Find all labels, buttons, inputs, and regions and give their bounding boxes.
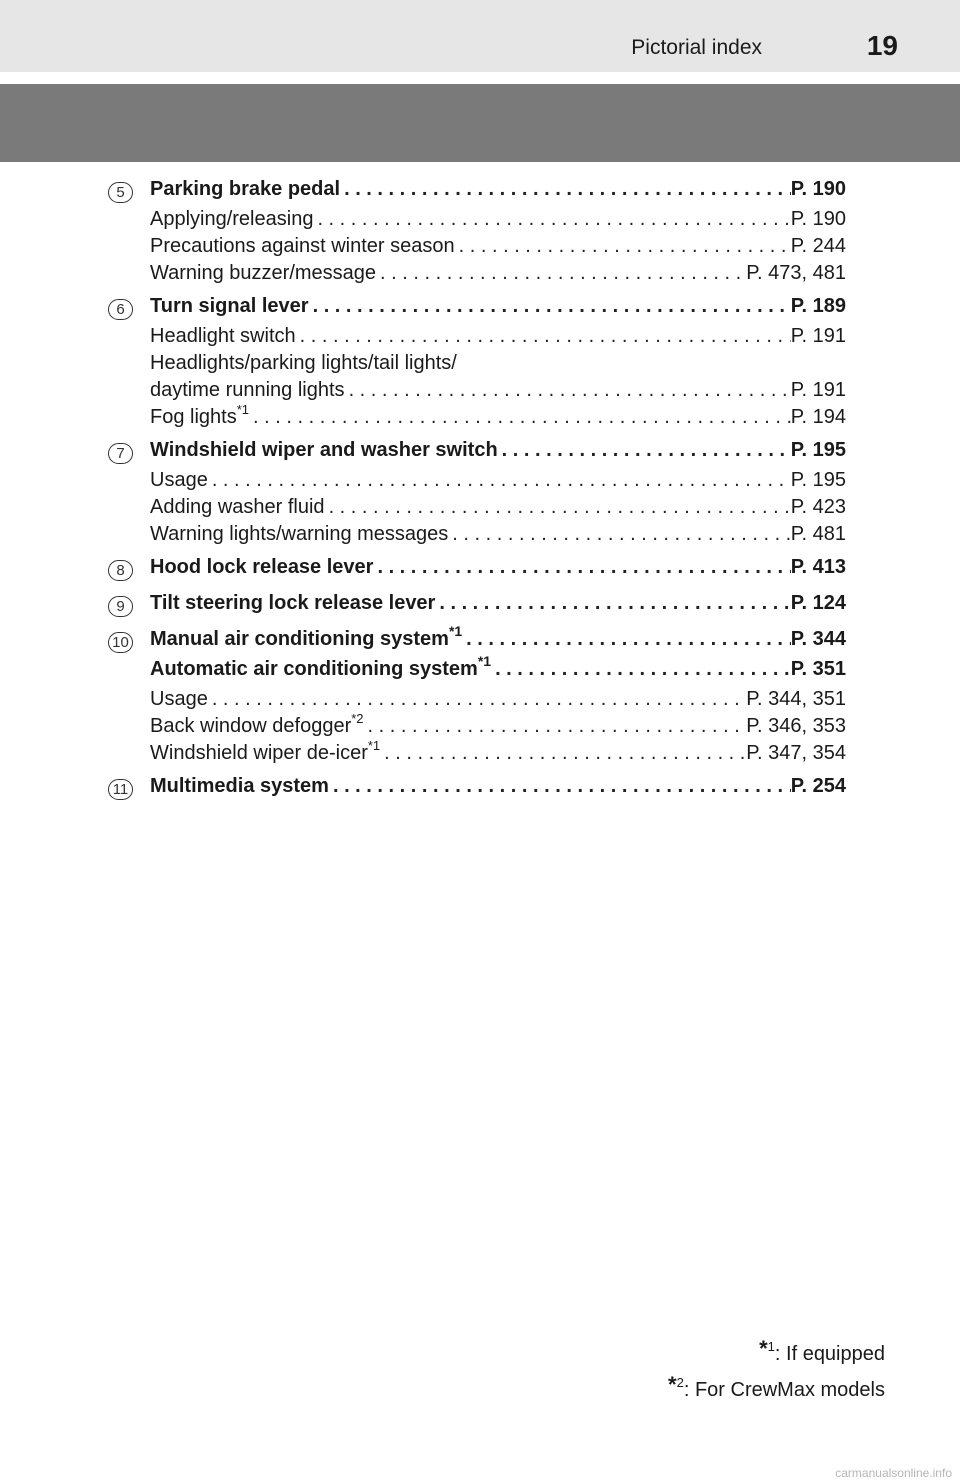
entry-label [150, 738, 381, 765]
item-number-badge: 7 [108, 443, 133, 464]
dot-leader [491, 658, 791, 681]
index-item [110, 592, 846, 622]
page-header-bar [0, 0, 960, 72]
entry-label-text: Multimedia system [150, 775, 329, 797]
page-reference: P. 189 [790, 295, 846, 317]
entry-label-text: Fog lights [150, 406, 237, 428]
page-reference: P. 344, 351 [746, 688, 846, 710]
entry-label-text: Headlights/parking lights/tail lights/ [150, 352, 457, 374]
header-gap [0, 72, 960, 84]
index-entry-heading [150, 439, 846, 469]
entry-label [150, 775, 329, 798]
dot-leader [313, 208, 790, 231]
index-entry [150, 523, 846, 550]
dot-leader [462, 628, 791, 651]
entry-label-text: Back window defogger [150, 715, 352, 737]
entry-label-text: Warning lights/warning messages [150, 523, 449, 545]
index-entry [150, 711, 846, 742]
section-banner [0, 84, 960, 162]
entry-label-text: Manual air conditioning system [150, 628, 449, 650]
footnote-text: : For CrewMax models [683, 1379, 885, 1401]
entry-label-text: Turn signal lever [150, 295, 309, 317]
dot-leader [455, 235, 791, 258]
footnote-number: 2 [676, 1375, 684, 1390]
item-number-badge: 8 [108, 560, 133, 581]
item-number-badge: 10 [108, 632, 133, 653]
dot-leader [373, 556, 790, 579]
index-entry [150, 496, 846, 523]
index-entry [150, 235, 846, 262]
page-number: 19 [866, 30, 898, 61]
index-entry [150, 379, 846, 406]
page-reference: P. 124 [790, 592, 846, 614]
footnote [668, 1336, 885, 1372]
index-entry [150, 469, 846, 496]
dot-leader [296, 325, 791, 348]
entry-label [150, 208, 313, 231]
entry-label-text: Precautions against winter season [150, 235, 455, 257]
entry-label-text: Tilt steering lock release lever [150, 592, 436, 614]
dot-leader [345, 379, 791, 402]
entry-label [150, 295, 309, 318]
page-reference: P. 254 [790, 775, 846, 797]
dot-leader [380, 742, 746, 765]
index-entry-heading [150, 653, 846, 688]
dot-leader [249, 406, 791, 429]
page-reference: P. 413 [790, 556, 846, 578]
section-title: Pictorial index [631, 36, 762, 59]
entry-label [150, 352, 457, 375]
page-reference: P. 191 [790, 325, 846, 347]
entry-label [150, 469, 208, 492]
entry-label [150, 439, 498, 462]
item-number-badge: 9 [108, 596, 133, 617]
entry-label [150, 402, 250, 429]
entry-label [150, 235, 455, 258]
entry-label-text: Hood lock release lever [150, 556, 374, 578]
dot-leader [435, 592, 790, 615]
item-number-badge: 6 [108, 299, 133, 320]
page-reference: P. 347, 354 [746, 742, 846, 764]
item-number-badge: 5 [108, 182, 133, 203]
index-entry-heading [150, 295, 846, 325]
entry-label-text: Automatic air conditioning system [150, 658, 478, 680]
dot-leader [208, 469, 791, 492]
index-entry [150, 402, 846, 433]
entry-label [150, 688, 208, 711]
watermark: carmanualsonline.info [835, 1466, 952, 1480]
page-reference: P. 194 [790, 406, 846, 428]
footnotes [668, 1336, 885, 1408]
index-entry-heading [150, 623, 846, 658]
entry-label-text: Adding washer fluid [150, 496, 325, 518]
entry-label [150, 711, 364, 738]
footnote-text: : If equipped [774, 1343, 885, 1365]
page-reference: P. 344 [790, 628, 846, 650]
page-reference: P. 481 [790, 523, 846, 545]
index-entry [150, 262, 846, 289]
entry-label-text: Windshield wiper and washer switch [150, 439, 498, 461]
page-reference: P. 244 [790, 235, 846, 257]
entry-label-text: Warning buzzer/message [150, 262, 377, 284]
footnote [668, 1372, 885, 1408]
index-item [110, 178, 846, 289]
footnote-marker: *1 [448, 623, 463, 639]
page-reference: P. 473, 481 [746, 262, 846, 284]
page-reference: P. 423 [790, 496, 846, 518]
dot-leader [208, 688, 746, 711]
entry-label [150, 653, 492, 681]
entry-label-text: daytime running lights [150, 379, 345, 401]
entry-label [150, 623, 463, 651]
index-entry [150, 738, 846, 769]
footnote-marker: *2 [351, 711, 364, 726]
index-entry [150, 208, 846, 235]
index-entry [150, 352, 846, 379]
index-entry-heading [150, 775, 846, 805]
entry-label [150, 178, 340, 201]
entry-label-text: Applying/releasing [150, 208, 314, 230]
page-reference: P. 195 [790, 439, 846, 461]
entry-label [150, 496, 325, 519]
page-reference: P. 191 [790, 379, 846, 401]
index-item [110, 295, 846, 433]
entry-label-text: Usage [150, 688, 208, 710]
page-reference: P. 195 [790, 469, 846, 491]
dot-leader [329, 775, 791, 798]
dot-leader [309, 295, 791, 318]
entry-label-text: Usage [150, 469, 208, 491]
footnote-number: 1 [767, 1339, 775, 1354]
entry-label [150, 379, 345, 402]
footnote-marker: *1 [477, 653, 492, 669]
dot-leader [376, 262, 746, 285]
dot-leader [325, 496, 791, 519]
index-item [110, 775, 846, 805]
index-entry-heading [150, 178, 846, 208]
index-item [110, 556, 846, 586]
entry-label [150, 592, 435, 615]
index-item [110, 623, 846, 769]
entry-label-text: Parking brake pedal [150, 178, 341, 200]
footnote-marker: *1 [367, 738, 381, 753]
index-item [110, 439, 846, 550]
entry-label-text: Windshield wiper de-icer [150, 742, 368, 764]
index-entry-heading [150, 556, 846, 586]
footnote-star: * [759, 1336, 768, 1361]
footnote-star: * [668, 1372, 677, 1397]
index-entry-heading [150, 592, 846, 622]
entry-label [150, 325, 296, 348]
item-number-badge: 11 [108, 779, 133, 800]
page-reference: P. 351 [790, 658, 846, 680]
dot-leader [498, 439, 791, 462]
dot-leader [364, 715, 747, 738]
dot-leader [340, 178, 791, 201]
entry-label [150, 523, 448, 546]
dot-leader [448, 523, 790, 546]
entry-label [150, 556, 373, 579]
footnote-marker: *1 [236, 402, 250, 417]
index-list [110, 178, 846, 811]
page-reference: P. 190 [790, 178, 846, 200]
index-entry [150, 325, 846, 352]
page-reference: P. 190 [790, 208, 846, 230]
page-reference: P. 346, 353 [746, 715, 846, 737]
entry-label [150, 262, 376, 285]
entry-label-text: Headlight switch [150, 325, 296, 347]
index-entry [150, 688, 846, 715]
